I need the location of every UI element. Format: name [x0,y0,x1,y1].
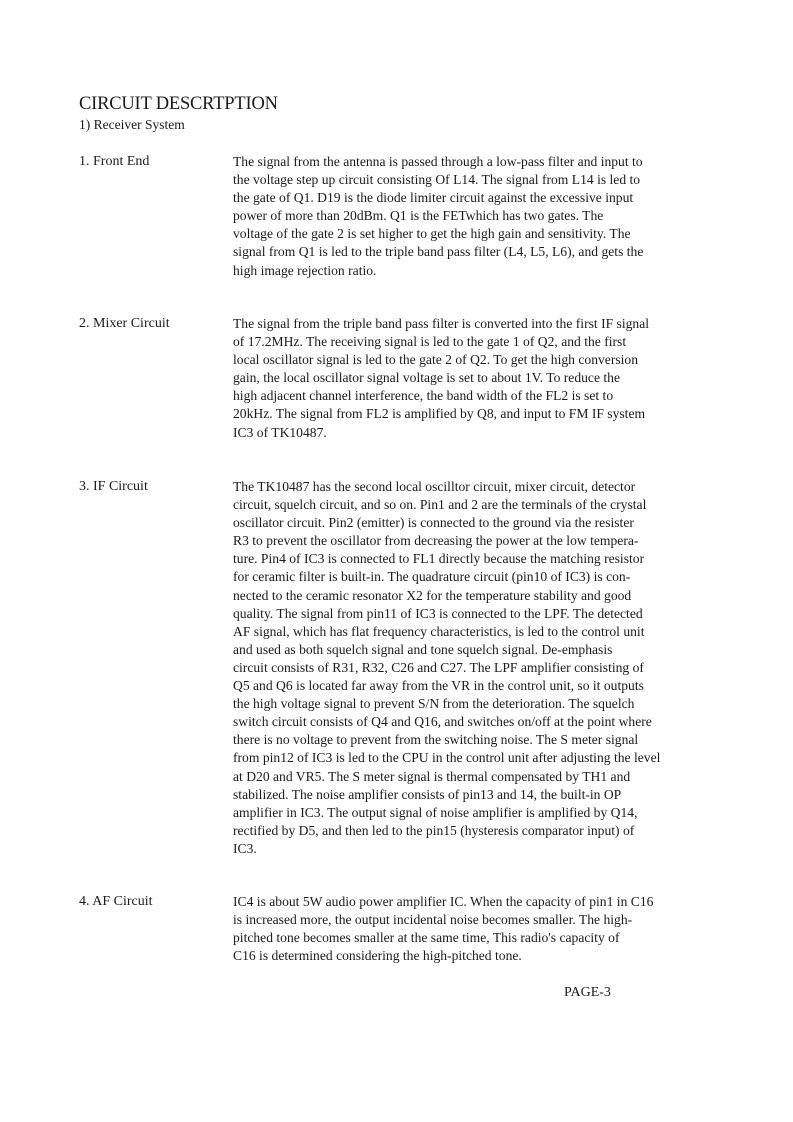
body-line: gain, the local oscillator signal voltage is set to about 1V. To reduce the [233,370,621,386]
body-line: The signal from the antenna is passed through a low-pass filter and input to [233,154,643,169]
body-line: high adjacent channel interference, the band width of the FL2 is set to [233,388,614,404]
section-heading-front-end: 1. Front End [79,154,150,169]
body-line: local oscillator signal is led to the gate 2 of Q2. To get the high conversion [233,352,639,368]
page-subtitle: 1) Receiver System [79,117,185,132]
section-body-front-end [233,153,703,280]
body-line: pitched tone becomes smaller at the same time, This radio's capacity of [233,930,620,946]
body-line: of 17.2MHz. The receiving signal is led to the gate 1 of Q2, and the first [233,334,627,350]
body-line: nected to the ceramic resonator X2 for the temperature stability and good [233,587,632,603]
body-line: switch circuit consists of Q4 and Q16, and switches on/off at the point where [233,714,652,730]
section-heading-mixer-circuit: 2. Mixer Circuit [79,316,170,331]
body-line: The TK10487 has the second local oscilltor circuit, mixer circuit, detector [233,479,636,494]
body-line: at D20 and VR5. The S meter signal is thermal compensated by TH1 and [233,768,631,784]
body-line: quality. The signal from pin11 of IC3 is connected to the LPF. The detected [233,605,643,621]
body-line: there is no voltage to prevent from the switching noise. The S meter signal [233,732,639,748]
body-line: voltage of the gate 2 is set higher to get the high gain and sensitivity. The [233,226,631,242]
section-body-mixer-circuit [233,315,703,442]
body-line: and used as both squelch signal and tone squelch signal. De-emphasis [233,641,613,657]
body-line: rectified by D5, and then led to the pin15 (hysteresis comparator input) of [233,822,635,838]
body-line: circuit consists of R31, R32, C26 and C27. The LPF amplifier consisting of [233,659,644,675]
body-line: R3 to prevent the oscillator from decreasing the power at the low tempera- [233,533,639,549]
body-line: IC3. [233,840,257,856]
body-line: high image rejection ratio. [233,262,377,278]
body-line: ture. Pin4 of IC3 is connected to FL1 directly because the matching resistor [233,551,645,567]
body-line: C16 is determined considering the high-pitched tone. [233,948,522,964]
body-line: the voltage step up circuit consisting Of L14. The signal from L14 is led to [233,172,641,188]
body-line: oscillator circuit. Pin2 (emitter) is connected to the ground via the resister [233,515,634,531]
body-line: for ceramic filter is built-in. The quadrature circuit (pin10 of IC3) is con- [233,569,631,585]
body-line: stabilized. The noise amplifier consists of pin13 and 14, the built-in OP [233,786,622,802]
body-line: the high voltage signal to prevent S/N from the deterioration. The squelch [233,696,635,712]
section-body-if-circuit [233,478,703,858]
body-line: the gate of Q1. D19 is the diode limiter circuit against the excessive input [233,190,634,206]
body-line: circuit, squelch circuit, and so on. Pin1 and 2 are the terminals of the crystal [233,497,647,513]
section-body-af-circuit [233,893,703,965]
body-line: from pin12 of IC3 is led to the CPU in the control unit after adjusting the level [233,750,661,766]
body-line: Q5 and Q6 is located far away from the VR in the control unit, so it outputs [233,678,644,694]
section-heading-if-circuit: 3. IF Circuit [79,479,148,494]
body-line: 20kHz. The signal from FL2 is amplified by Q8, and input to FM IF system [233,406,646,422]
body-line: AF signal, which has flat frequency characteristics, is led to the control unit [233,623,645,639]
page-title: CIRCUIT DESCRTPTION [79,94,278,114]
body-line: The signal from the triple band pass filter is converted into the first IF signal [233,316,650,331]
section-heading-af-circuit: 4. AF Circuit [79,894,153,909]
body-line: amplifier in IC3. The output signal of noise amplifier is amplified by Q14, [233,804,638,820]
page-number: PAGE-3 [564,985,611,1000]
body-line: IC4 is about 5W audio power amplifier IC. When the capacity of pin1 in C16 [233,894,654,909]
body-line: power of more than 20dBm. Q1 is the FETwhich has two gates. The [233,208,604,224]
body-line: IC3 of TK10487. [233,424,327,440]
body-line: is increased more, the output incidental noise becomes smaller. The high- [233,912,633,928]
body-line: signal from Q1 is led to the triple band pass filter (L4, L5, L6), and gets the [233,244,644,260]
